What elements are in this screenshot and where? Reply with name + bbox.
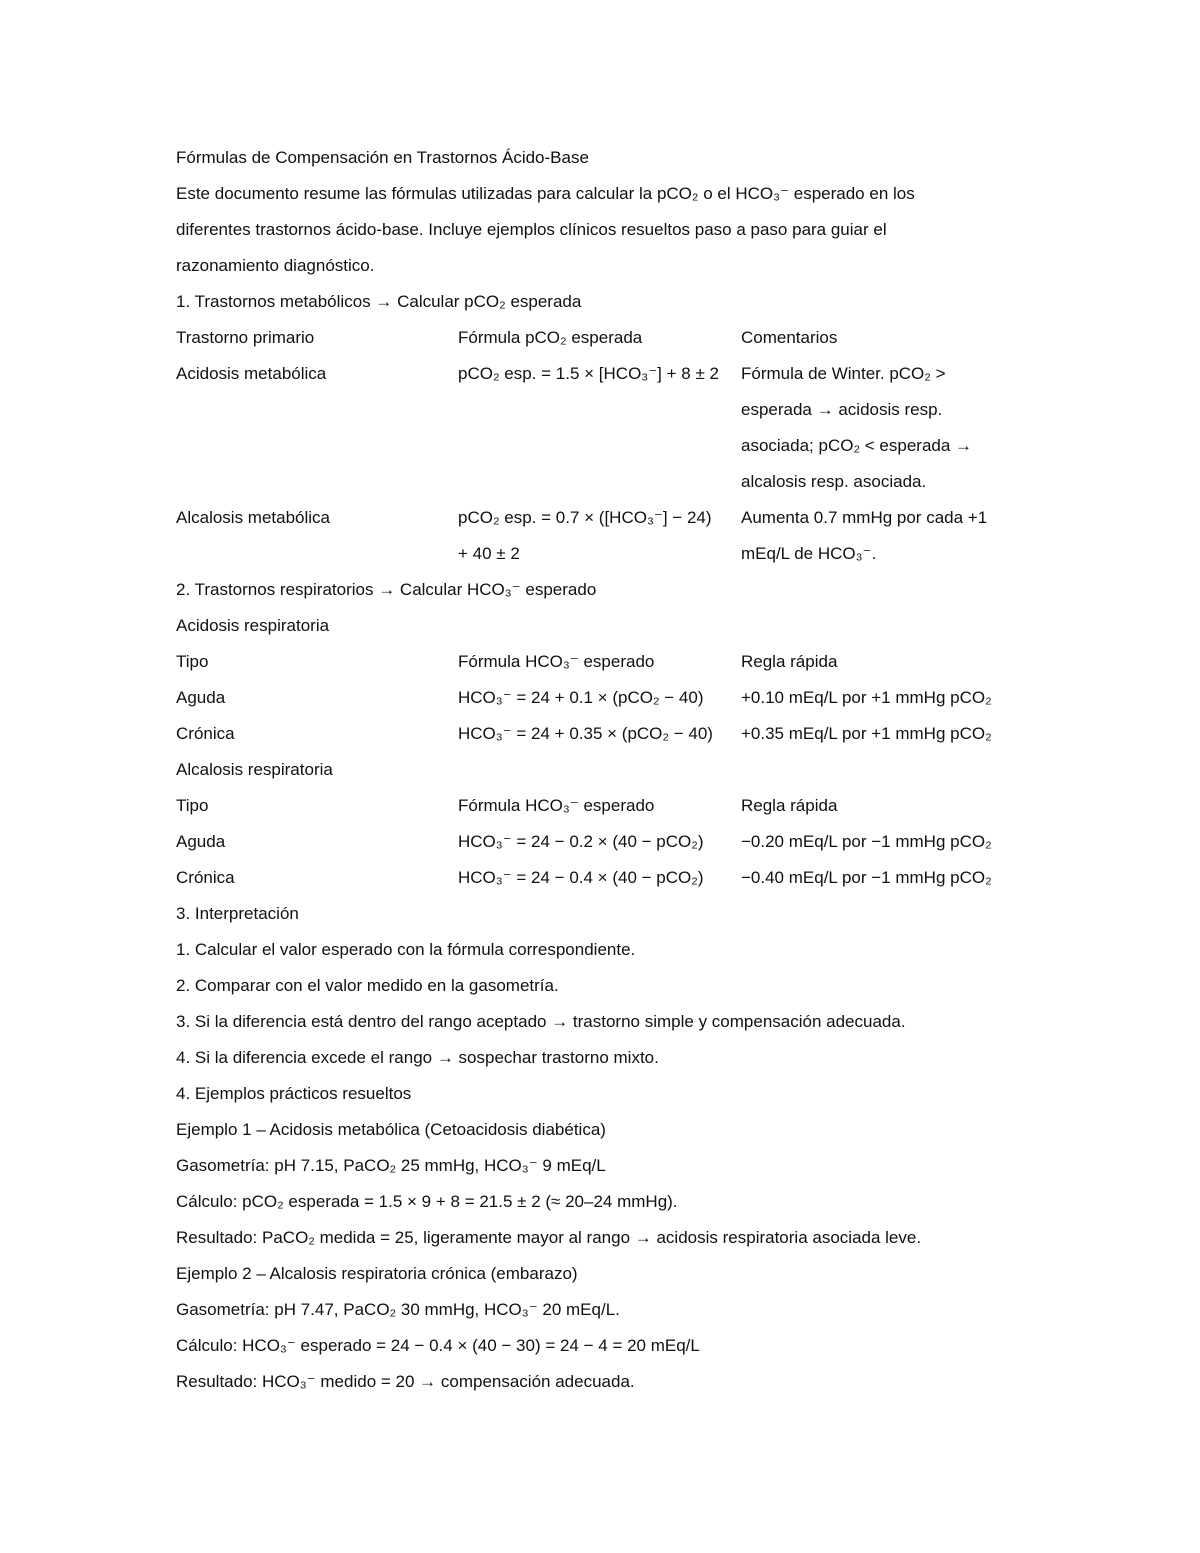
header-trastorno: Trastorno primario [176,328,315,347]
row-tipo: Crónica [176,724,235,743]
row-formula [458,500,741,572]
acidosis-resp-subheading: Acidosis respiratoria [176,616,330,635]
row-regla: +0.10 mEq/L por +1 mmHg pCO₂ [741,688,992,707]
document-title: Fórmulas de Compensación en Trastornos Ácido-Base [176,148,589,167]
formula-line: + 40 ± 2 [458,544,520,563]
comment-line: mEq/L de HCO₃⁻. [741,544,877,563]
row-formula: HCO₃⁻ = 24 + 0.35 × (pCO₂ − 40) [458,724,713,743]
section-1-heading: 1. Trastornos metabólicos → Calcular pCO₂ esperada [176,292,582,311]
example-2-gasometria: Gasometría: pH 7.47, PaCO₂ 30 mmHg, HCO₃⁻ 20 mEq/L. [176,1300,620,1319]
row-regla: −0.40 mEq/L por −1 mmHg pCO₂ [741,868,992,887]
alcalosis-resp-table-header [176,788,1016,824]
comment-line: Aumenta 0.7 mmHg por cada +1 [741,508,988,527]
row-disorder: Alcalosis metabólica [176,508,331,527]
row-formula [458,356,741,392]
comment-line: Fórmula de Winter. pCO₂ > [741,364,946,383]
interpretation-step: 3. Si la diferencia está dentro del rango aceptado → trastorno simple y compensación adecuada. [176,1012,906,1031]
section-3-heading: 3. Interpretación [176,904,299,923]
table-row [176,860,1016,896]
comment-line: esperada → acidosis resp. [741,400,943,419]
header-tipo: Tipo [176,796,209,815]
header-regla: Regla rápida [741,652,838,671]
row-formula: HCO₃⁻ = 24 − 0.4 × (40 − pCO₂) [458,868,704,887]
table-row [176,680,1016,716]
table-row [176,716,1016,752]
header-formula: Fórmula HCO₃⁻ esperado [458,796,655,815]
formula-line: pCO₂ esp. = 1.5 × [HCO₃⁻] + 8 ± 2 [458,364,719,383]
header-tipo: Tipo [176,652,209,671]
intro-line-2: diferentes trastornos ácido-base. Incluye ejemplos clínicos resueltos paso a paso para guiar el [176,220,887,239]
row-comment [741,356,1016,500]
row-regla: −0.20 mEq/L por −1 mmHg pCO₂ [741,832,992,851]
alcalosis-resp-subheading: Alcalosis respiratoria [176,760,333,779]
acidosis-resp-table-header [176,644,1016,680]
interpretation-step: 1. Calcular el valor esperado con la fórmula correspondiente. [176,940,636,959]
example-2-calculo: Cálculo: HCO₃⁻ esperado = 24 − 0.4 × (40 − 30) = 24 − 4 = 20 mEq/L [176,1336,700,1355]
comment-line: asociada; pCO₂ < esperada → [741,436,973,455]
example-1-calculo: Cálculo: pCO₂ esperada = 1.5 × 9 + 8 = 21.5 ± 2 (≈ 20–24 mmHg). [176,1192,678,1211]
intro-line-3: razonamiento diagnóstico. [176,256,375,275]
metabolic-table-header [176,320,1016,356]
comment-line: alcalosis resp. asociada. [741,472,927,491]
header-comentarios: Comentarios [741,328,838,347]
interpretation-step: 4. Si la diferencia excede el rango → sospechar trastorno mixto. [176,1048,659,1067]
table-row [176,824,1016,860]
table-row [176,500,1016,572]
row-tipo: Crónica [176,868,235,887]
row-formula: HCO₃⁻ = 24 + 0.1 × (pCO₂ − 40) [458,688,704,707]
header-regla: Regla rápida [741,796,838,815]
example-2-resultado: Resultado: HCO₃⁻ medido = 20 → compensación adecuada. [176,1372,635,1391]
section-4-heading: 4. Ejemplos prácticos resueltos [176,1084,412,1103]
example-1-resultado: Resultado: PaCO₂ medida = 25, ligeramente mayor al rango → acidosis respiratoria asociada leve. [176,1228,922,1247]
section-2-heading: 2. Trastornos respiratorios → Calcular HCO₃⁻ esperado [176,580,597,599]
row-tipo: Aguda [176,832,226,851]
row-comment [741,500,1016,572]
header-formula: Fórmula HCO₃⁻ esperado [458,652,655,671]
formula-line: pCO₂ esp. = 0.7 × ([HCO₃⁻] − 24) [458,508,712,527]
example-2-title: Ejemplo 2 – Alcalosis respiratoria crónica (embarazo) [176,1264,578,1283]
example-1-title: Ejemplo 1 – Acidosis metabólica (Cetoacidosis diabética) [176,1120,606,1139]
row-disorder: Acidosis metabólica [176,364,327,383]
row-formula: HCO₃⁻ = 24 − 0.2 × (40 − pCO₂) [458,832,704,851]
table-row [176,356,1016,500]
row-regla: +0.35 mEq/L por +1 mmHg pCO₂ [741,724,992,743]
example-1-gasometria: Gasometría: pH 7.15, PaCO₂ 25 mmHg, HCO₃⁻ 9 mEq/L [176,1156,606,1175]
interpretation-step: 2. Comparar con el valor medido en la gasometría. [176,976,559,995]
document-page [176,140,1016,1400]
row-tipo: Aguda [176,688,226,707]
header-formula: Fórmula pCO₂ esperada [458,328,643,347]
intro-line-1: Este documento resume las fórmulas utilizadas para calcular la pCO₂ o el HCO₃⁻ esperado en los [176,184,915,203]
